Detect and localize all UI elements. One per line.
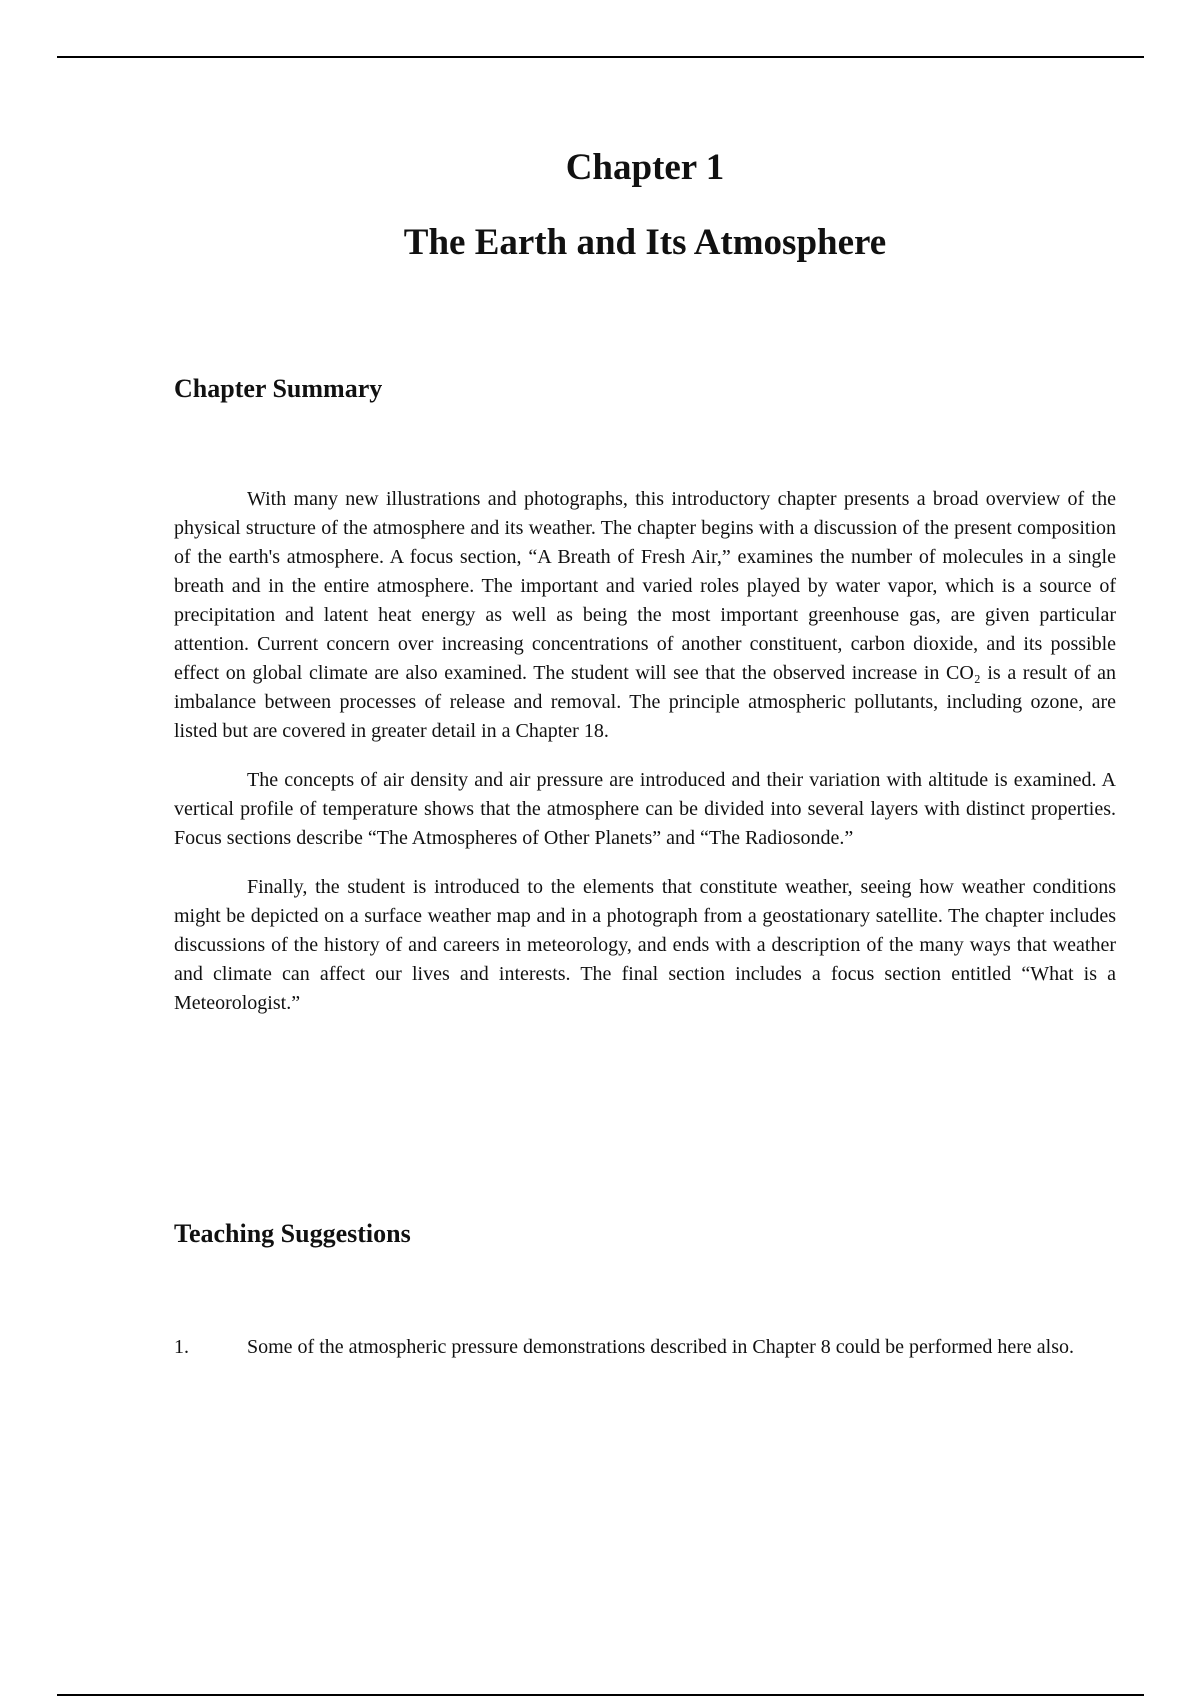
bottom-rule [57,1694,1144,1696]
chapter-number: Chapter 1 [565,147,725,188]
suggestion-text: Some of the atmospheric pressure demonstrations described in Chapter 8 could be performed here also. [247,1336,1074,1358]
teaching-suggestions-list [174,1333,1116,1362]
summary-paragraph: The concepts of air density and air pressure are introduced and their variation with altitude is examined. A vertical profile of temperature shows that the atmosphere can be divided into several layers with distinct properties. Focus sections describe “The Atmospheres of Other Planets” and “The Radiosonde.” [174,769,1116,849]
summary-paragraph: With many new illustrations and photographs, this introductory chapter presents a broad overview of the physical structure of the atmosphere and its weather. The chapter begins with a discussion of the present composition of the earth's atmosphere. A focus section, “A Breath of Fresh Air,” examines the number of molecules in a single breath and in the entire atmosphere. The important and varied roles played by water vapor, which is a source of precipitation and latent heat energy as well as being the most important greenhouse gas, are given particular attention. Current concern over increasing concentrations of another constituent, carbon dioxide, and its possible effect on global climate are also examined. The student will see that the observed increase in CO₂ is a result of an imbalance between processes of release and removal. The principle atmospheric pollutants, including ozone, are listed but are covered in greater detail in a Chapter 18. [174,488,1116,742]
top-rule [57,56,1144,58]
chapter-summary-heading: Chapter Summary [174,374,383,403]
suggestion-item [174,1333,1116,1362]
chapter-title: The Earth and Its Atmosphere [403,222,887,263]
teaching-suggestions-heading: Teaching Suggestions [174,1219,411,1248]
suggestion-number: 1. [174,1336,189,1358]
chapter-summary-body [174,485,1116,1038]
summary-paragraph: Finally, the student is introduced to the elements that constitute weather, seeing how weather conditions might be depicted on a surface weather map and in a photograph from a geostationary satellite. The chapter includes discussions of the history of and careers in meteorology, and ends with a description of the many ways that weather and climate can affect our lives and interests. The final section includes a focus section entitled “What is a Meteorologist.” [174,876,1116,1014]
